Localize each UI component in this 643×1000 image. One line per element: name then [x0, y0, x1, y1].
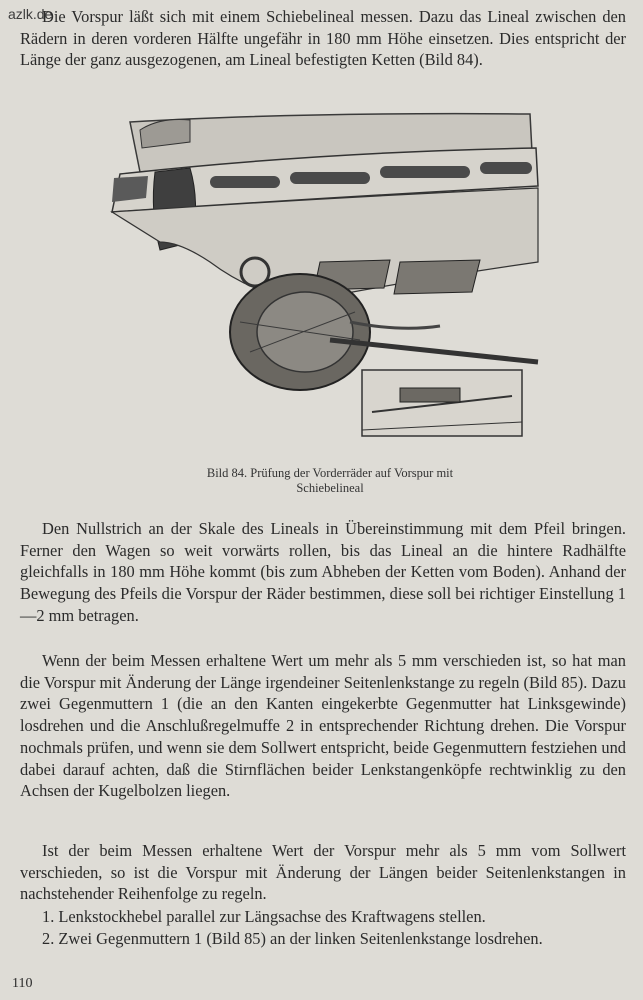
caption-line-2: Schiebelineal [296, 481, 364, 495]
page-number: 110 [12, 976, 33, 991]
caption-line-1: Bild 84. Prüfung der Vorderräder auf Vorspur mit [206, 466, 454, 480]
list-item: 2. Zwei Gegenmuttern 1 (Bild 85) an der linken Seitenlenkstange losdrehen. [42, 929, 543, 948]
list-item: 1. Lenkstockhebel parallel zur Längsachse des Kraftwagens stellen. [42, 907, 486, 926]
watermark: azlk.de [8, 6, 53, 22]
figure-bild-84 [100, 112, 540, 452]
car-underside-illustration [100, 112, 540, 452]
paragraph-4: Ist der beim Messen erhaltene Wert der Vorspur mehr als 5 mm vom Sollwert verschieden, so ist die Vorspur mit Änderung der Längen beider Seitenlenkstangen in nachstehender Reihenfolge zu regeln. [20, 841, 626, 904]
paragraph-2: Den Nullstrich an der Skale des Lineals in Übereinstimmung mit dem Pfeil bringen. Ferner den Wagen so weit vorwärts rollen, bis das Lineal an die hintere Radhälfte gleichfalls in 180 mm Höhe kommt (bis zum Abheben der Ketten vom Boden). Anhand der Bewegung des Pfeils die Vorspur der Räder bestimmen, diese soll bei richtiger Einstellung 1—2 mm betragen. [20, 519, 626, 625]
figure-caption [120, 466, 540, 496]
paragraph-intro: Die Vorspur läßt sich mit einem Schiebelineal messen. Dazu das Lineal zwischen den Rädern in deren vorderen Hälfte ungefähr in 180 mm Höhe einsetzen. Dies entspricht der Länge der ganz ausgezogenen, am Lineal befestigten Ketten (Bild 84). [20, 7, 626, 70]
paragraph-3: Wenn der beim Messen erhaltene Wert um mehr als 5 mm verschieden ist, so hat man die Vorspur mit Änderung der Länge irgendeiner Seitenlenkstange zu regeln (Bild 85). Dazu zwei Gegenmuttern 1 (die an den Kanten eingekerbte Gegenmutter hat Linksgewinde) losdrehen und die Anschlußregelmuffe 2 in entsprechender Richtung drehen. Die Vorspur nochmals prüfen, und wenn sie dem Sollwert entspricht, beide Gegenmuttern festziehen und dabei darauf achten, daß die Stirnflächen beider Lenkstangenköpfe rechtwinklig zu den Achsen der Kugelbolzen liegen. [20, 651, 626, 801]
